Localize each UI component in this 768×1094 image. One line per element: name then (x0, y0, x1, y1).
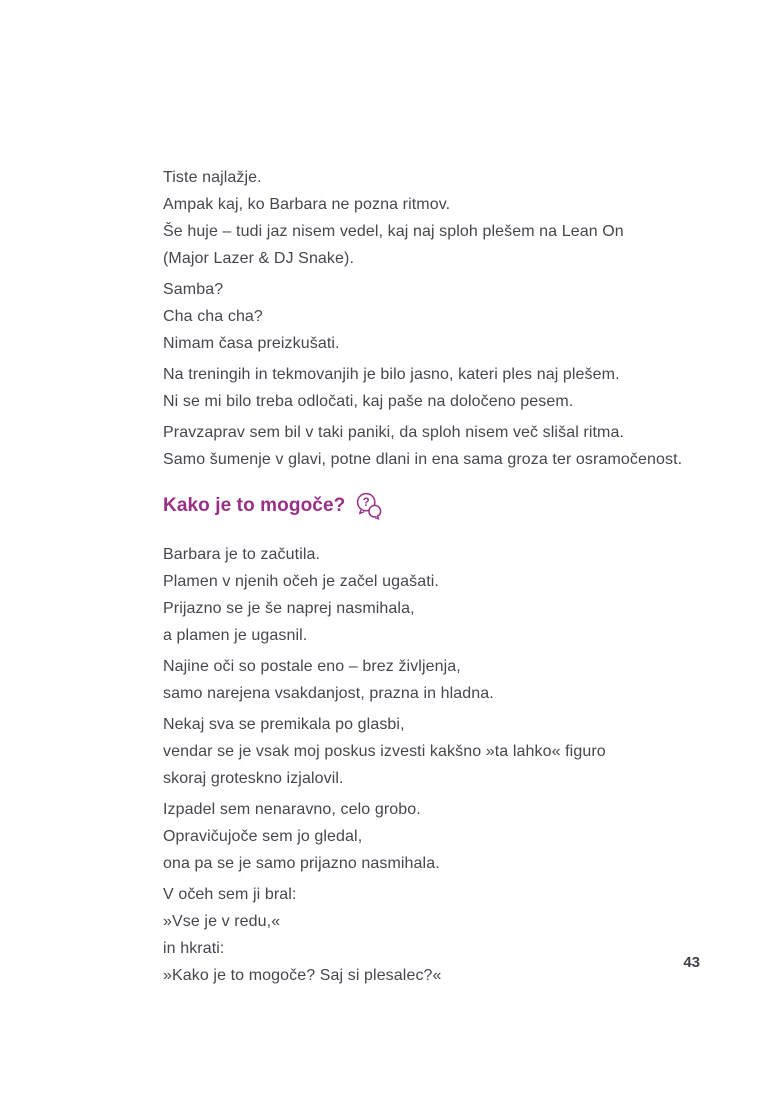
paragraph (163, 796, 643, 877)
section-heading-text: Kako je to mogoče? (163, 495, 346, 516)
text-line: Plamen v njenih očeh je začel ugašati. (163, 573, 439, 590)
page-content (163, 164, 683, 993)
text-line: Barbara je to začutila. (163, 546, 321, 563)
text-line: Samba? (163, 281, 224, 298)
paragraph (163, 653, 643, 707)
text-line: (Major Lazer & DJ Snake). (163, 250, 355, 267)
page-number: 43 (683, 954, 700, 971)
svg-text:?: ? (363, 497, 371, 510)
paragraph (163, 419, 683, 473)
text-line: V očeh sem ji bral: (163, 886, 297, 903)
text-line: Na treningih in tekmovanjih je bilo jasno, kateri ples naj plešem. (163, 366, 620, 383)
text-line: Tiste najlažje. (163, 169, 262, 186)
text-line: Ampak kaj, ko Barbara ne pozna ritmov. (163, 196, 451, 213)
text-line: Pravzaprav sem bil v taki paniki, da sploh nisem več slišal ritma. (163, 424, 624, 441)
paragraph (163, 541, 643, 649)
question-speech-bubbles-icon (354, 491, 384, 521)
text-line: Samo šumenje v glavi, potne dlani in ena sama groza ter osramočenost. (163, 451, 683, 468)
text-line: Nimam časa preizkušati. (163, 335, 340, 352)
text-line: Prijazno se je še naprej nasmihala, (163, 600, 415, 617)
paragraph (163, 881, 643, 989)
text-line: in hkrati: (163, 940, 225, 957)
text-line: Najine oči so postale eno – brez življenja, (163, 658, 461, 675)
paragraph (163, 164, 643, 272)
text-line: Opravičujoče sem jo gledal, (163, 828, 363, 845)
text-line: skoraj groteskno izjalovil. (163, 770, 344, 787)
text-line: samo narejena vsakdanjost, prazna in hladna. (163, 685, 494, 702)
text-line: Cha cha cha? (163, 308, 263, 325)
text-line: »Kako je to mogoče? Saj si plesalec?« (163, 967, 442, 984)
paragraph (163, 711, 643, 792)
text-line: Nekaj sva se premikala po glasbi, (163, 716, 405, 733)
text-line: Izpadel sem nenaravno, celo grobo. (163, 801, 421, 818)
text-line: Ni se mi bilo treba odločati, kaj paše na določeno pesem. (163, 393, 574, 410)
text-line: vendar se je vsak moj poskus izvesti kakšno »ta lahko« figuro (163, 743, 606, 760)
text-line: Še huje – tudi jaz nisem vedel, kaj naj sploh plešem na Lean On (163, 223, 624, 240)
text-line: ona pa se je samo prijazno nasmihala. (163, 855, 440, 872)
paragraph (163, 276, 643, 357)
text-line: »Vse je v redu,« (163, 913, 281, 930)
text-line: a plamen je ugasnil. (163, 627, 308, 644)
paragraph (163, 361, 643, 415)
section-heading (163, 491, 643, 521)
